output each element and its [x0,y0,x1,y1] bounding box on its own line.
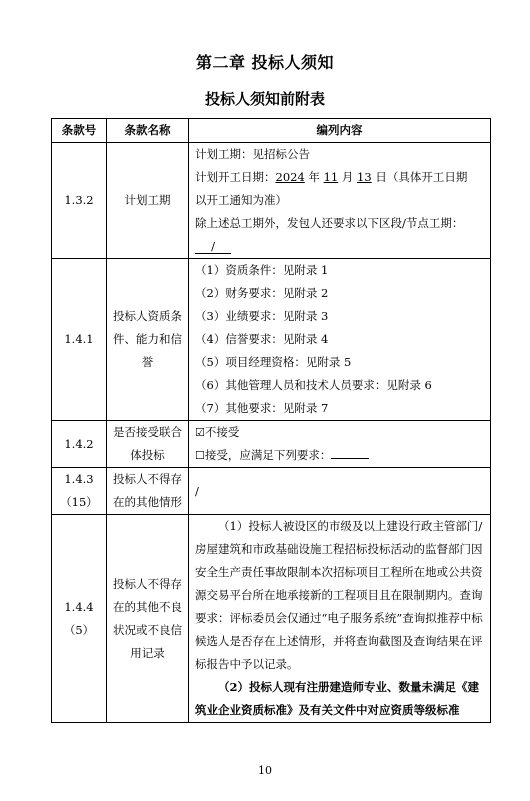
clause-no: 1.4.2 [52,421,107,468]
clause-no-main: 1.4.3 [64,472,94,486]
table-row [52,259,491,421]
clause-no: 1.3.2 [52,143,107,259]
start-month: 11 [323,170,339,184]
month-unit: 月 [341,170,354,184]
content-text: / [195,483,199,498]
table-title: 投标人须知前附表 [204,90,325,108]
option-accept [195,444,486,467]
table-header-row [52,119,491,143]
table-row [52,468,491,515]
unchecked-box-icon: ☐ [195,449,205,462]
clause-no-main: 1.4.4 [64,599,94,614]
clause-no-sub: （15） [60,495,98,509]
restriction-paragraph-1: （1）投标人被设区的市级及以上建设行政主管部门/房屋建筑和市政基础设施工程招标投标活动的监督部门因安全生产责任事故限制本次招标项目工程所在地或公共资源交易平台所在地承接新的工程项目且在限制期内。查询要求：评标委员会仅通过“电子服务系统”查询拟推荐中标候选人是否存在上述情形，并将查询截图及查询结果在评标报告中予以记录。 [195,519,483,671]
start-date-label: 计划开工日期： [195,170,276,184]
option-label: 不接受 [204,425,240,439]
table-row [52,515,491,723]
requirement-item: （3）业绩要求：见附录 3 [195,309,329,323]
instructions-table [51,118,491,723]
clause-name [107,468,189,515]
clause-content [189,515,491,723]
requirement-blank [331,444,369,459]
clause-name [107,421,189,468]
clause-content [189,259,491,421]
clause-name-text: 投标人不得存在的其他不良状况或不良信用记录 [113,576,182,660]
clause-name-text: 是否接受联合体投标 [113,425,182,462]
node-duration-blank-line [195,235,486,258]
clause-name [107,515,189,723]
page-number: 10 [258,764,272,777]
header-clause-no: 条款号 [52,119,107,143]
clause-name [107,259,189,421]
year-unit: 年 [308,170,320,184]
table-row [52,421,491,468]
restriction-paragraph-2: （2）投标人现有注册建造师专业、数量未满足《建筑业企业资质标准》及有关文件中对应资质等级标准 [195,680,479,717]
option-label: 接受，应满足下列要求： [204,448,332,462]
clause-no: 1.4.1 [52,259,107,421]
chapter-title: 第二章 投标人须知 [195,53,335,72]
requirement-item: （2）财务要求：见附录 2 [195,286,329,300]
clause-no [52,515,107,723]
start-date-line [195,166,486,189]
content-line: 除上述总工期外，发包人还要求以下区段/节点工期： [195,216,464,230]
requirement-item: （1）资质条件：见附录 1 [195,263,329,277]
content-line: 计划工期：见招标公告 [195,147,310,161]
checked-box-icon: ☑ [195,426,205,439]
clause-content [189,468,491,515]
header-content: 编列内容 [189,119,491,143]
node-duration-blank: / [195,239,231,254]
start-day: 13 [357,170,372,184]
table-row [52,143,491,259]
clause-content [189,421,491,468]
clause-content [189,143,491,259]
requirement-item: （4）信誉要求：见附录 4 [195,332,329,346]
requirement-item: （6）其他管理人员和技术人员要求：见附录 6 [195,378,432,392]
content-line: 以开工通知为准） [195,193,287,207]
option-not-accept [195,421,486,444]
requirement-item: （5）项目经理资格：见附录 5 [195,355,352,369]
clause-name-text: 投标人不得存在的其他情形 [113,472,182,509]
clause-no [52,468,107,515]
clause-no-sub: （5） [63,622,95,637]
clause-name: 计划工期 [107,143,189,259]
clause-name-text: 投标人资质条件、能力和信誉 [113,309,182,369]
requirement-item: （7）其他要求：见附录 7 [195,401,329,415]
start-year: 2024 [275,170,305,184]
day-unit: 日（具体开工日期 [375,170,468,184]
header-clause-name: 条款名称 [107,119,189,143]
